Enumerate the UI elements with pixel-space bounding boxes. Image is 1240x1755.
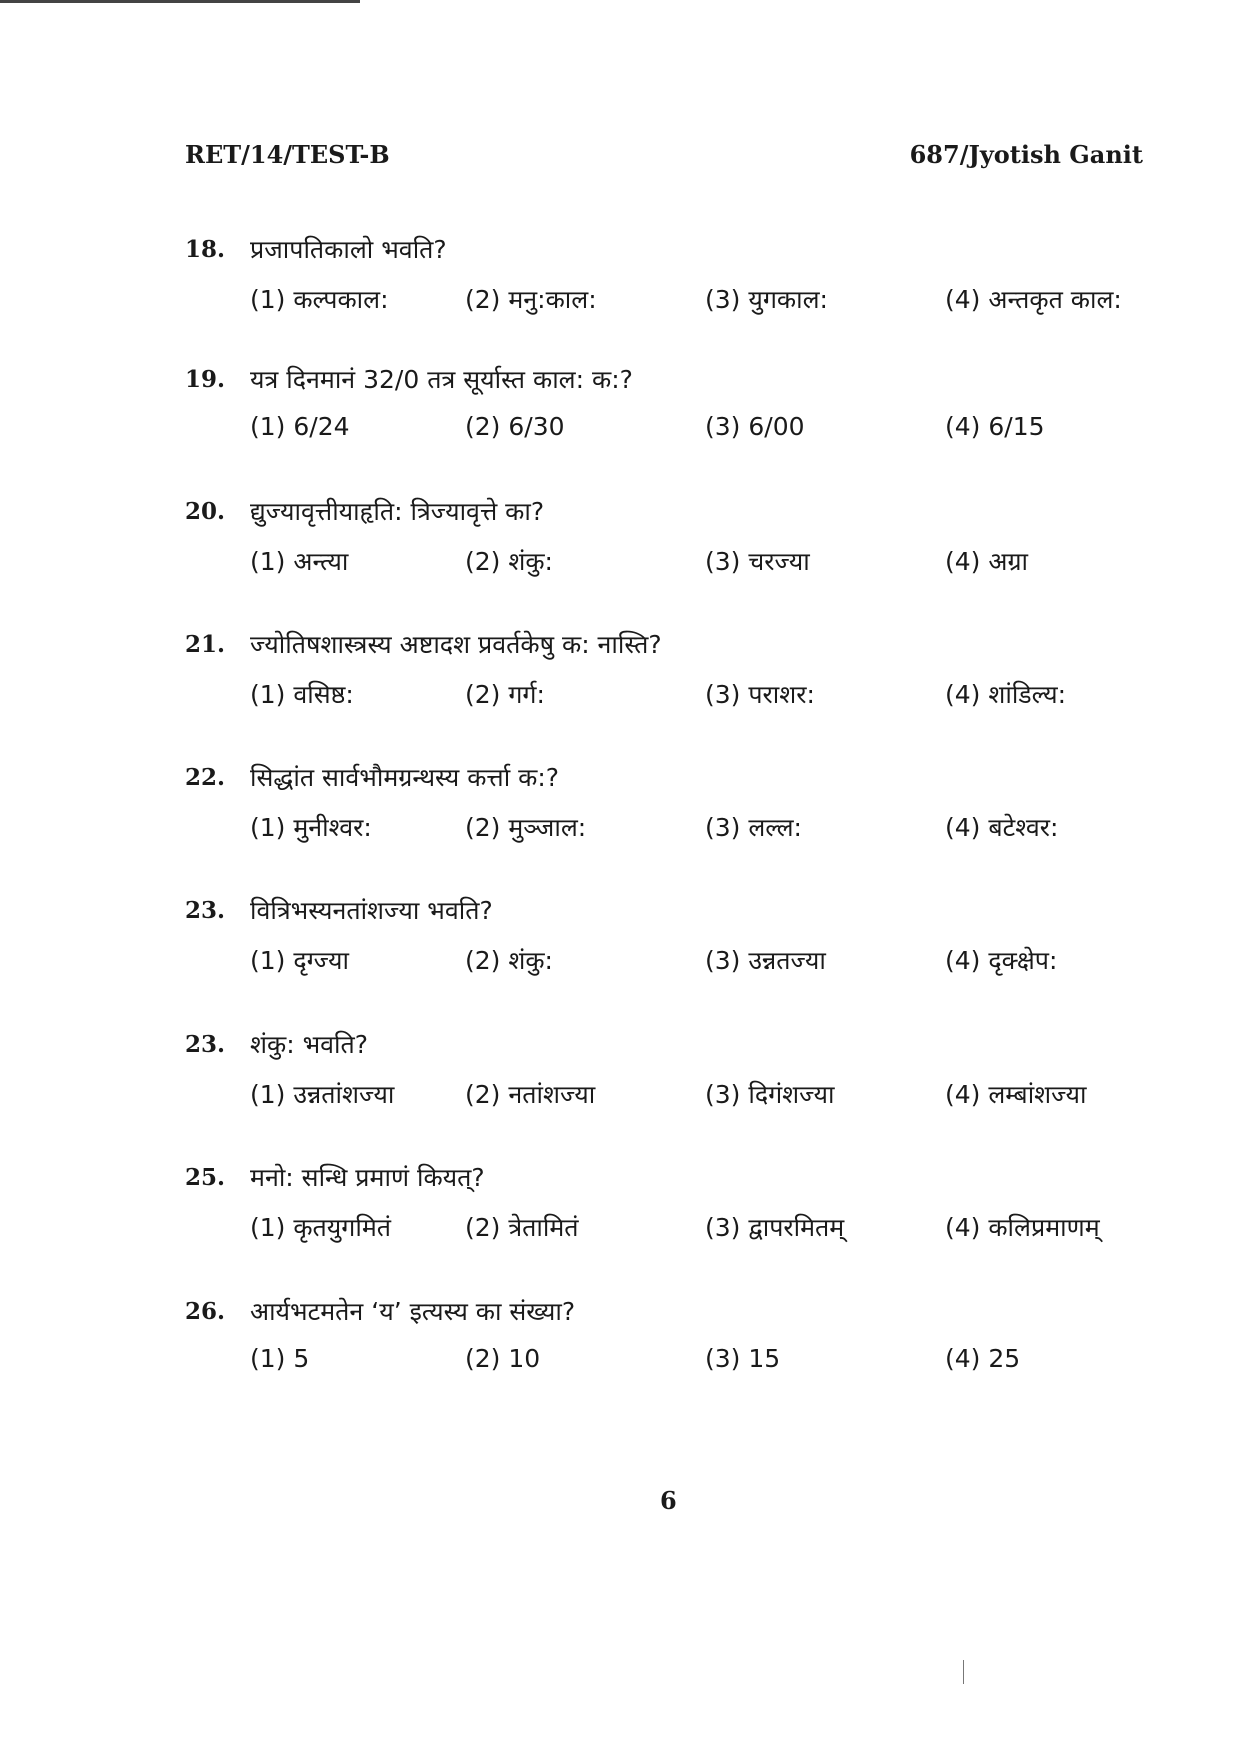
option-4: (4) बटेश्वर: (945, 813, 1059, 842)
option-1: (1) दृग्ज्या (250, 946, 349, 975)
scan-mark (963, 1660, 964, 1684)
option-3: (3) उन्नतज्या (705, 946, 826, 975)
question-number: 23. (185, 897, 226, 924)
option-2: (2) 6/30 (465, 412, 565, 441)
question-text: सिद्धांत सार्वभौमग्रन्थस्य कर्त्ता क:? (250, 763, 560, 792)
option-2: (2) त्रेतामितं (465, 1213, 579, 1242)
question-number: 20. (185, 498, 226, 525)
page-number: 6 (660, 1486, 677, 1515)
option-list (250, 677, 1150, 717)
option-1: (1) वसिष्ठ: (250, 680, 354, 709)
option-4: (4) शांडिल्य: (945, 680, 1067, 709)
option-1: (1) 5 (250, 1344, 310, 1373)
option-2: (2) मनु:काल: (465, 285, 597, 314)
option-3: (3) लल्ल: (705, 813, 802, 842)
option-3: (3) द्वापरमितम् (705, 1213, 845, 1242)
subject-code: 687/Jyotish Ganit (909, 140, 1143, 169)
question-number: 25. (185, 1164, 226, 1191)
option-4: (4) लम्बांशज्या (945, 1080, 1087, 1109)
option-4: (4) दृक्क्षेप: (945, 946, 1058, 975)
option-1: (1) उन्नतांशज्या (250, 1080, 395, 1109)
question-number: 21. (185, 631, 226, 658)
option-3: (3) चरज्या (705, 547, 810, 576)
option-list (250, 943, 1150, 983)
option-3: (3) पराशर: (705, 680, 815, 709)
question-text: यत्र दिनमानं 32/0 तत्र सूर्यास्त काल: क:? (250, 365, 633, 394)
option-1: (1) कृतयुगमितं (250, 1213, 392, 1242)
question-number: 22. (185, 764, 226, 791)
option-4: (4) 6/15 (945, 412, 1045, 441)
question-18 (185, 232, 1145, 342)
option-2: (2) नतांशज्या (465, 1080, 596, 1109)
option-2: (2) मुञ्जाल: (465, 813, 587, 842)
option-list (250, 810, 1150, 850)
question-23a (185, 893, 1145, 1003)
option-1: (1) मुनीश्वर: (250, 813, 372, 842)
option-2: (2) शंकु: (465, 547, 553, 576)
option-1: (1) कल्पकाल: (250, 285, 389, 314)
option-2: (2) गर्ग: (465, 680, 545, 709)
option-1: (1) 6/24 (250, 412, 350, 441)
question-21 (185, 627, 1145, 737)
option-4: (4) अग्रा (945, 547, 1029, 576)
question-25 (185, 1160, 1145, 1270)
option-4: (4) अन्तकृत काल: (945, 285, 1122, 314)
option-2: (2) 10 (465, 1344, 541, 1373)
question-number: 23. (185, 1031, 226, 1058)
option-3: (3) 15 (705, 1344, 781, 1373)
option-list (250, 1210, 1150, 1250)
option-list (250, 282, 1150, 322)
question-text: द्युज्यावृत्तीयाहृति: त्रिज्यावृत्ते का? (250, 497, 545, 526)
question-number: 19. (185, 366, 226, 393)
question-20 (185, 494, 1145, 604)
top-scan-rule (0, 0, 360, 3)
option-4: (4) 25 (945, 1344, 1021, 1373)
option-1: (1) अन्त्या (250, 547, 349, 576)
question-text: ज्योतिषशास्त्रस्य अष्टादश प्रवर्तकेषु क: नास्ति? (250, 630, 662, 659)
question-text: आर्यभटमतेन ‘य’ इत्यस्य का संख्या? (250, 1297, 576, 1326)
option-3: (3) 6/00 (705, 412, 805, 441)
option-4: (4) कलिप्रमाणम् (945, 1213, 1100, 1242)
test-code: RET/14/TEST-B (185, 140, 390, 169)
question-text: प्रजापतिकालो भवति? (250, 235, 447, 264)
question-26 (185, 1294, 1145, 1404)
option-2: (2) शंकु: (465, 946, 553, 975)
question-number: 26. (185, 1298, 226, 1325)
question-22 (185, 760, 1145, 870)
option-list (250, 412, 1150, 452)
option-list (250, 544, 1150, 584)
question-number: 18. (185, 236, 226, 263)
question-text: मनो: सन्धि प्रमाणं कियत्? (250, 1163, 485, 1192)
question-19 (185, 362, 1145, 472)
option-list (250, 1344, 1150, 1384)
option-list (250, 1077, 1150, 1117)
page-header (185, 140, 1143, 180)
question-23b (185, 1027, 1145, 1137)
question-text: शंकु: भवति? (250, 1030, 369, 1059)
option-3: (3) युगकाल: (705, 285, 828, 314)
question-text: वित्रिभस्यनतांशज्या भवति? (250, 896, 493, 925)
option-3: (3) दिगंशज्या (705, 1080, 835, 1109)
